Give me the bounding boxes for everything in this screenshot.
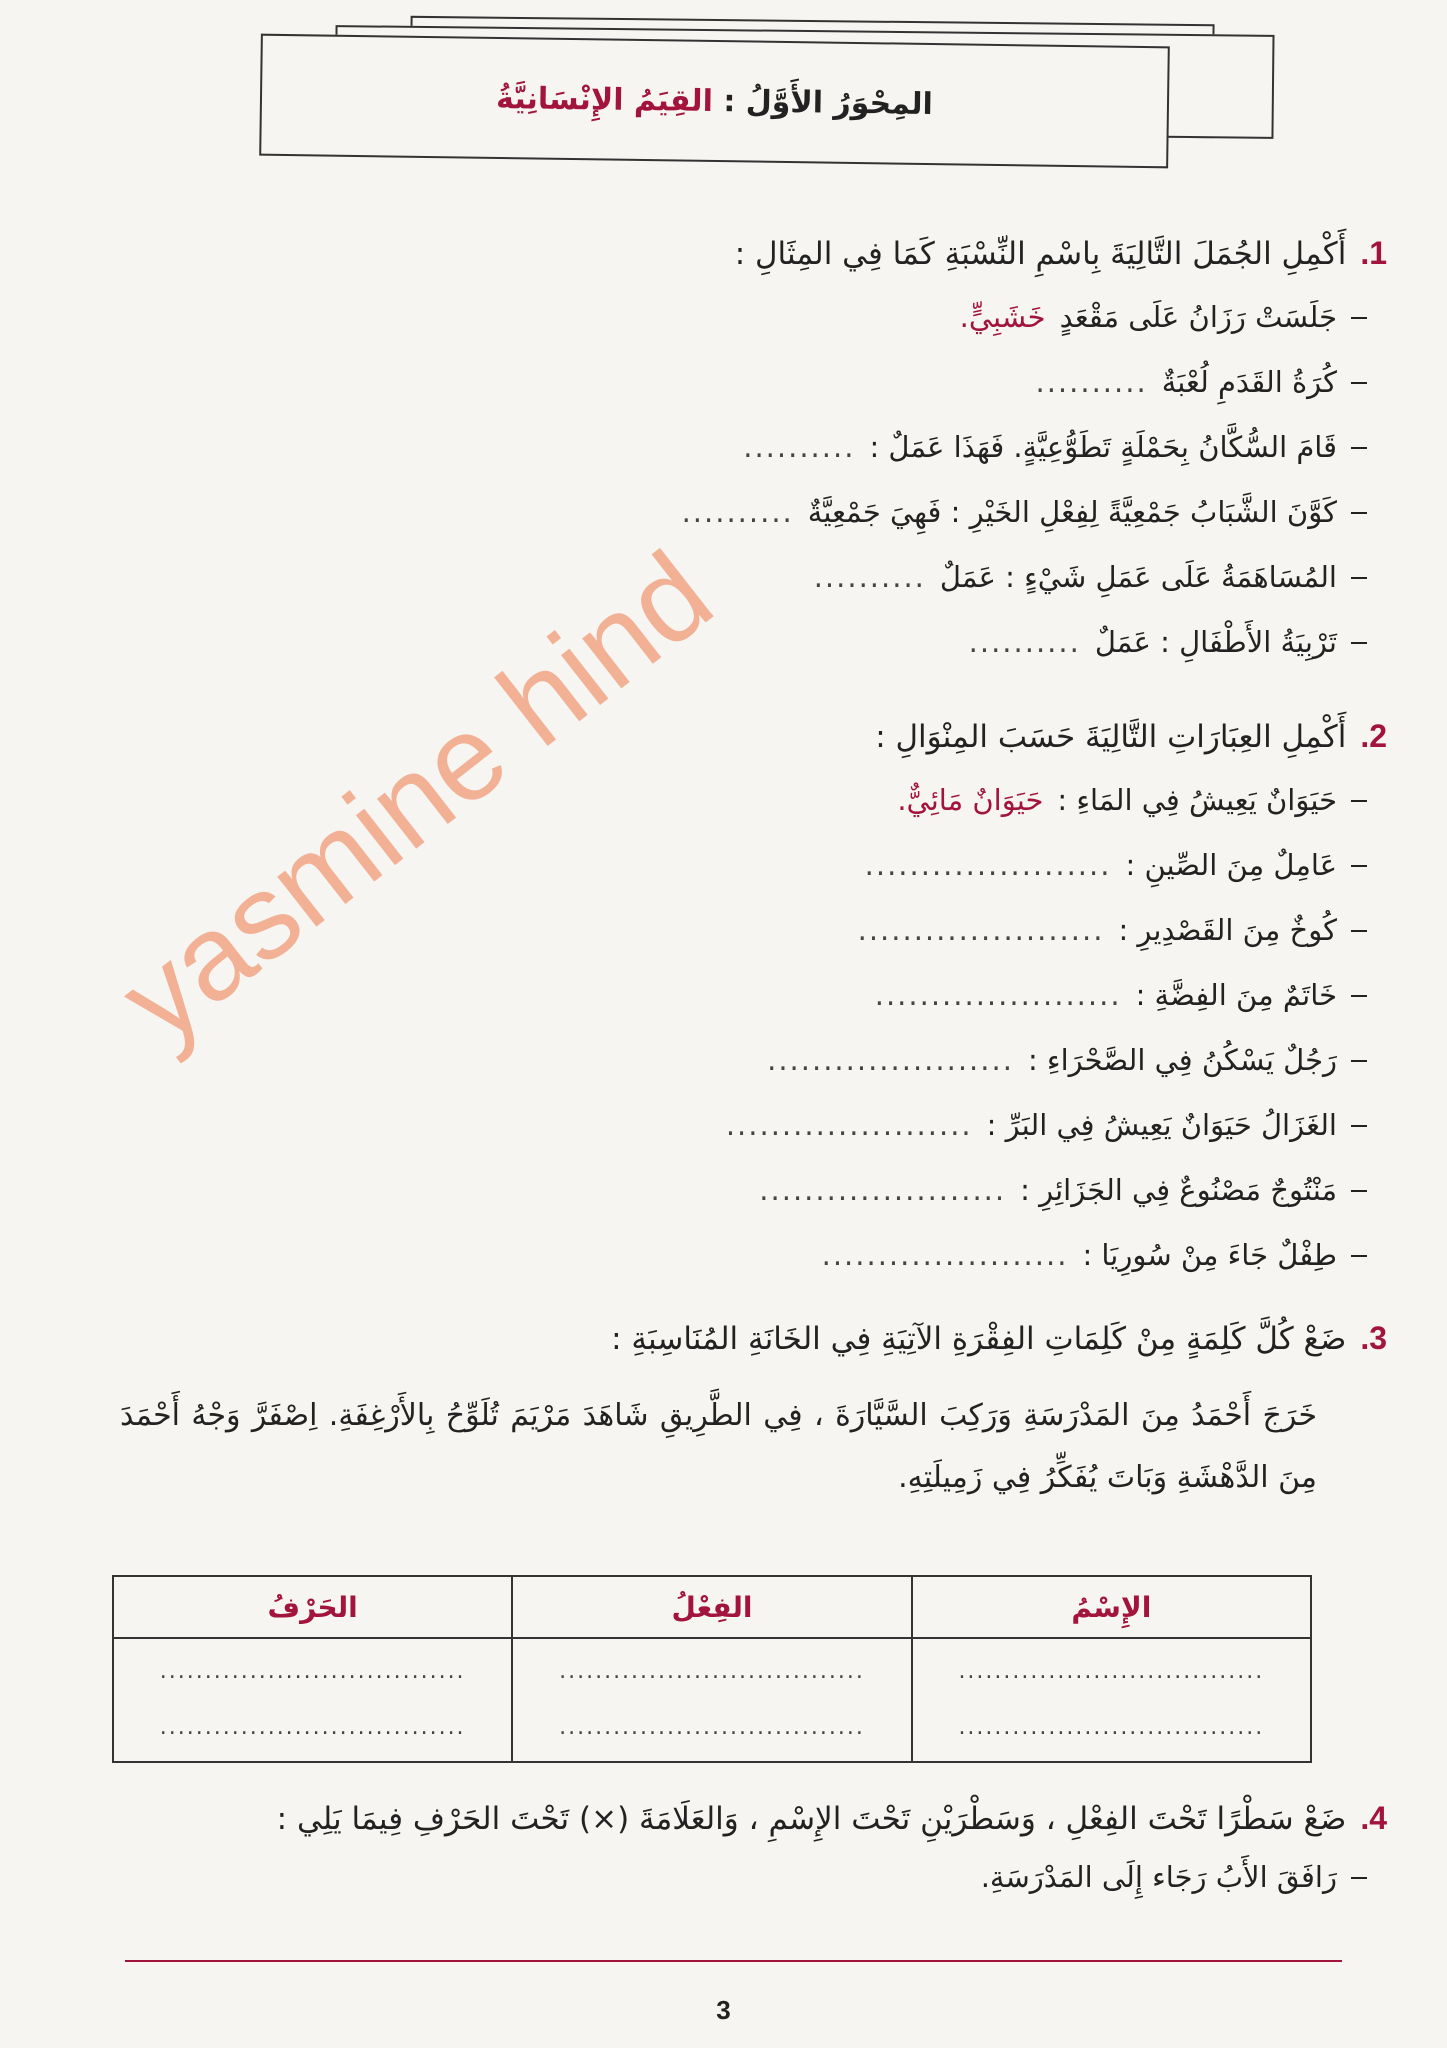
item-text: المُسَاهَمَةُ عَلَى عَمَلِ شَيْءٍ : عَمَلٌ bbox=[939, 560, 1337, 594]
exercise-instruction: ضَعْ سَطْرًا تَحْتَ الفِعْلِ ، وَسَطْرَيْنِ تَحْتَ الإِسْمِ ، وَالعَلَامَةَ (×) تَحْتَ الحَرْفِ فِيمَا يَلِي : bbox=[276, 1801, 1347, 1837]
exercise-1-title bbox=[735, 235, 1387, 272]
exercise-instruction: أَكْمِلِ الجُمَلَ التَّالِيَةَ بِاسْمِ النِّسْبَةِ كَمَا فِي المِثَالِ : bbox=[734, 236, 1347, 272]
answer-line: .................................. bbox=[559, 1715, 865, 1740]
answer-blank[interactable]: ...................... bbox=[767, 1043, 1014, 1077]
answer-blank[interactable]: .......... bbox=[968, 625, 1081, 659]
noun-answer-cell[interactable] bbox=[912, 1638, 1311, 1762]
dash-bullet bbox=[1351, 800, 1367, 802]
item-text: كَوَّنَ الشَّبَابُ جَمْعِيَّةً لِفِعْلِ الخَيْرِ : فَهِيَ جَمْعِيَّةٌ bbox=[807, 495, 1337, 529]
list-item bbox=[981, 1860, 1367, 1894]
dash-bullet bbox=[1351, 995, 1367, 997]
list-item bbox=[875, 978, 1367, 1012]
list-item bbox=[759, 1173, 1367, 1207]
dash-bullet bbox=[1351, 1255, 1367, 1257]
answer-blank[interactable]: ...................... bbox=[725, 1108, 973, 1142]
dash-bullet bbox=[1351, 930, 1367, 932]
list-item bbox=[726, 1108, 1367, 1142]
axis-label: المِحْوَرُ الأَوَّلُ : bbox=[723, 83, 934, 122]
word-classification-table bbox=[112, 1575, 1312, 1763]
item-text: جَلَسَتْ رَزَانُ عَلَى مَقْعَدٍ bbox=[1059, 300, 1337, 334]
example-answer: خَشَبِيٍّ. bbox=[959, 300, 1046, 334]
dash-bullet bbox=[1351, 577, 1367, 579]
exercise-number: 3. bbox=[1360, 1320, 1387, 1356]
item-text: رَافَقَ الأَبُ رَجَاء إِلَى المَدْرَسَةِ. bbox=[980, 1860, 1337, 1894]
column-header-noun: الإِسْمُ bbox=[912, 1576, 1311, 1638]
answer-blank[interactable]: ...................... bbox=[821, 1238, 1069, 1272]
item-text: رَجُلٌ يَسْكُنُ فِي الصَّحْرَاءِ : bbox=[1027, 1043, 1337, 1077]
exercise-4-title bbox=[277, 1800, 1387, 1837]
header-frame bbox=[259, 34, 1170, 169]
list-item bbox=[682, 495, 1367, 529]
page-number: 3 bbox=[716, 1995, 731, 2025]
axis-theme: القِيَمُ الإِنْسَانِيَّةُ bbox=[495, 80, 714, 119]
answer-blank[interactable]: .......... bbox=[813, 560, 926, 594]
answer-blank[interactable]: .......... bbox=[743, 430, 856, 464]
answer-line: .................................. bbox=[958, 1659, 1265, 1684]
answer-blank[interactable]: ...................... bbox=[759, 1173, 1007, 1207]
list-item bbox=[822, 1238, 1367, 1272]
column-header-verb: الفِعْلُ bbox=[512, 1576, 911, 1638]
exercise-number: 4. bbox=[1360, 1800, 1387, 1836]
answer-line: .................................. bbox=[559, 1659, 865, 1684]
list-item bbox=[969, 625, 1367, 659]
column-header-particle: الحَرْفُ bbox=[113, 1576, 512, 1638]
dash-bullet bbox=[1351, 642, 1367, 644]
list-item bbox=[858, 913, 1367, 947]
answer-line: .................................. bbox=[159, 1715, 466, 1740]
answer-blank[interactable]: .......... bbox=[681, 495, 794, 529]
exercise-instruction: ضَعْ كُلَّ كَلِمَةٍ مِنْ كَلِمَاتِ الفِقْرَةِ الآتِيَةِ فِي الخَانَةِ المُنَاسِبَةِ : bbox=[611, 1321, 1347, 1357]
list-item bbox=[865, 848, 1367, 882]
exercise-instruction: أَكْمِلِ العِبَارَاتِ التَّالِيَةَ حَسَبَ المِنْوَالِ : bbox=[875, 719, 1347, 755]
dash-bullet bbox=[1351, 512, 1367, 514]
dash-bullet bbox=[1351, 1190, 1367, 1192]
item-text: طِفْلٌ جَاءَ مِنْ سُورِيَا : bbox=[1082, 1238, 1337, 1272]
dash-bullet bbox=[1351, 865, 1367, 867]
answer-line: .................................. bbox=[159, 1659, 466, 1684]
dash-bullet bbox=[1351, 1877, 1367, 1879]
answer-blank[interactable]: ...................... bbox=[874, 978, 1122, 1012]
particle-answer-cell[interactable] bbox=[113, 1638, 512, 1762]
example-answer: حَيَوَانٌ مَائِيٌّ. bbox=[897, 783, 1044, 817]
item-text: الغَزَالُ حَيَوَانٌ يَعِيشُ فِي البَرِّ : bbox=[986, 1108, 1337, 1142]
item-text: خَاتَمٌ مِنَ الفِضَّةِ : bbox=[1135, 978, 1337, 1012]
list-item bbox=[960, 300, 1367, 334]
answer-blank[interactable]: .......... bbox=[1035, 365, 1148, 399]
exercise-2-title bbox=[875, 718, 1387, 755]
answer-blank[interactable]: ...................... bbox=[857, 913, 1105, 947]
footer-divider bbox=[125, 1960, 1342, 1962]
list-item bbox=[1036, 365, 1368, 399]
item-text: حَيَوَانٌ يَعِيشُ فِي المَاءِ : bbox=[1057, 783, 1337, 817]
dash-bullet bbox=[1351, 382, 1367, 384]
exercise-number: 2. bbox=[1360, 718, 1387, 754]
list-item bbox=[897, 783, 1367, 817]
answer-line: .................................. bbox=[958, 1715, 1265, 1740]
item-text: تَرْبِيَةُ الأَطْفَالِ : عَمَلٌ bbox=[1094, 625, 1337, 659]
page-title bbox=[496, 80, 933, 121]
dash-bullet bbox=[1351, 317, 1367, 319]
list-item bbox=[743, 430, 1367, 464]
exercise-paragraph: خَرَجَ أَحْمَدُ مِنَ المَدْرَسَةِ وَرَكِبَ السَّيَّارَةَ ، فِي الطَّرِيقِ شَاهَدَ مَرْيَمَ تُلَوِّحُ بِالأَرْغِفَةِ. اِصْفَرَّ وَجْهُ أَحْمَدَ مِنَ الدَّهْشَةِ وَبَاتَ يُفَكِّرُ فِي زَمِيلَتِهِ. bbox=[120, 1398, 1317, 1495]
list-item bbox=[767, 1043, 1367, 1077]
answer-blank[interactable]: ...................... bbox=[864, 848, 1112, 882]
item-text: قَامَ السُّكَّانُ بِحَمْلَةٍ تَطَوُّعِيَّةٍ. فَهَذَا عَمَلٌ : bbox=[869, 430, 1337, 464]
item-text: كُرَةُ القَدَمِ لُعْبَةٌ bbox=[1161, 365, 1337, 399]
list-item bbox=[814, 560, 1367, 594]
dash-bullet bbox=[1351, 1125, 1367, 1127]
item-text: مَنْتُوجٌ مَصْنُوعٌ فِي الجَزَائِرِ : bbox=[1020, 1173, 1337, 1207]
exercise-number: 1. bbox=[1360, 235, 1387, 271]
item-text: كُوخٌ مِنَ القَصْدِيرِ : bbox=[1118, 913, 1337, 947]
dash-bullet bbox=[1351, 1060, 1367, 1062]
item-text: عَامِلٌ مِنَ الصِّينِ : bbox=[1125, 848, 1337, 882]
watermark-text: yasmine hind bbox=[96, 526, 736, 1068]
verb-answer-cell[interactable] bbox=[512, 1638, 911, 1762]
exercise-3-title bbox=[611, 1320, 1387, 1357]
dash-bullet bbox=[1351, 447, 1367, 449]
